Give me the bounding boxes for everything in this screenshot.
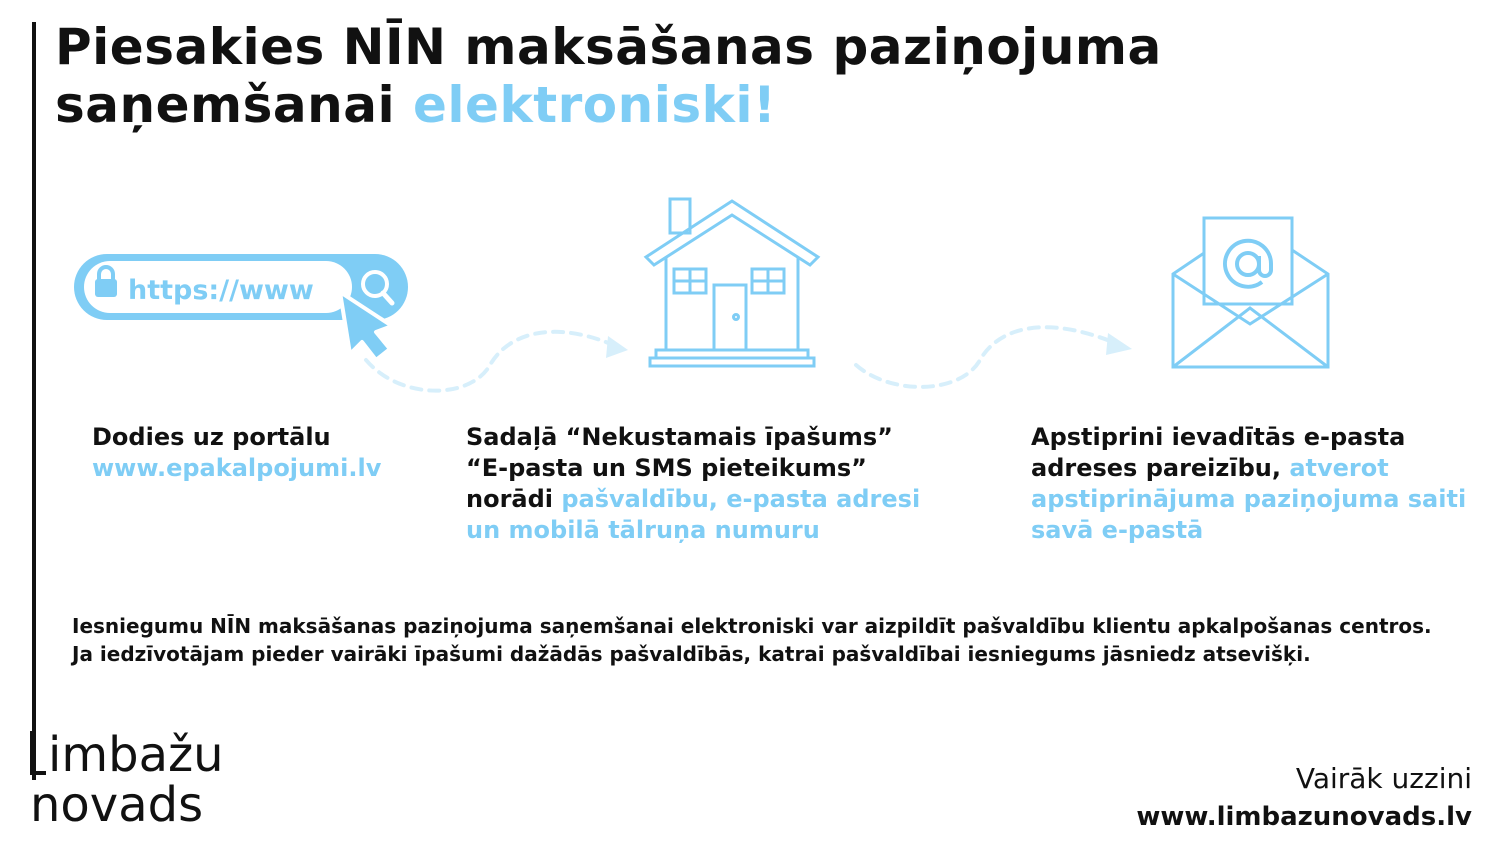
- more-info-label: Vairāk uzzini: [1295, 762, 1472, 795]
- step-1-text: [92, 422, 432, 484]
- title-line-2: [55, 76, 1475, 134]
- step-2-line-4: un mobilā tālruņa numuru: [466, 516, 820, 544]
- step-2-line-2: “E-pasta un SMS pieteikums”: [466, 454, 867, 482]
- step-3-text: [1031, 422, 1491, 546]
- step-2-line-3: norādi pašvaldību, e-pasta adresi: [466, 485, 921, 513]
- url-bar-text: https://www: [128, 275, 314, 306]
- title-line-1: Piesakies NĪN maksāšanas paziņojuma: [55, 18, 1162, 76]
- logo-line-1: imbažu: [30, 730, 224, 780]
- logo-l-mark: [30, 731, 46, 775]
- step-1-line-1: Dodies uz portālu: [92, 423, 331, 451]
- step-3-line-1: Apstiprini ievadītās e-pasta: [1031, 423, 1406, 451]
- email-envelope-icon: [1168, 212, 1333, 372]
- title-line-2-main: saņemšanai: [55, 76, 413, 134]
- page-title: [55, 18, 1475, 134]
- left-vertical-rule: [32, 22, 36, 780]
- step-2-text: [466, 422, 986, 546]
- dashed-arrow-1: [360, 320, 650, 410]
- limbazu-novads-logo: [30, 727, 224, 833]
- more-info: [1136, 760, 1472, 836]
- info-note: Iesniegumu NĪN maksāšanas paziņojuma saņemšanai elektroniski var aizpildīt pašvaldību klientu apkalpošanas centros. Ja iedzīvotājam pieder vairāki īpašumi dažādās pašvaldībās, katrai pašvaldībai iesniegums jāsniedz atsevišķi.: [72, 614, 1432, 666]
- step-2-line-1: Sadaļā “Nekustamais īpašums”: [466, 423, 893, 451]
- step-3-line-3: apstiprinājuma paziņojuma saiti: [1031, 485, 1467, 513]
- house-icon: [638, 195, 828, 375]
- logo-line-2: novads: [30, 777, 204, 833]
- dashed-arrow-2: [850, 315, 1140, 405]
- portal-link[interactable]: www.epakalpojumi.lv: [92, 454, 382, 482]
- website-link[interactable]: www.limbazunovads.lv: [1136, 802, 1472, 832]
- step-3-line-4: savā e-pastā: [1031, 516, 1204, 544]
- title-accent: elektroniski!: [413, 76, 777, 134]
- step-3-line-2: adreses pareizību, atverot: [1031, 454, 1389, 482]
